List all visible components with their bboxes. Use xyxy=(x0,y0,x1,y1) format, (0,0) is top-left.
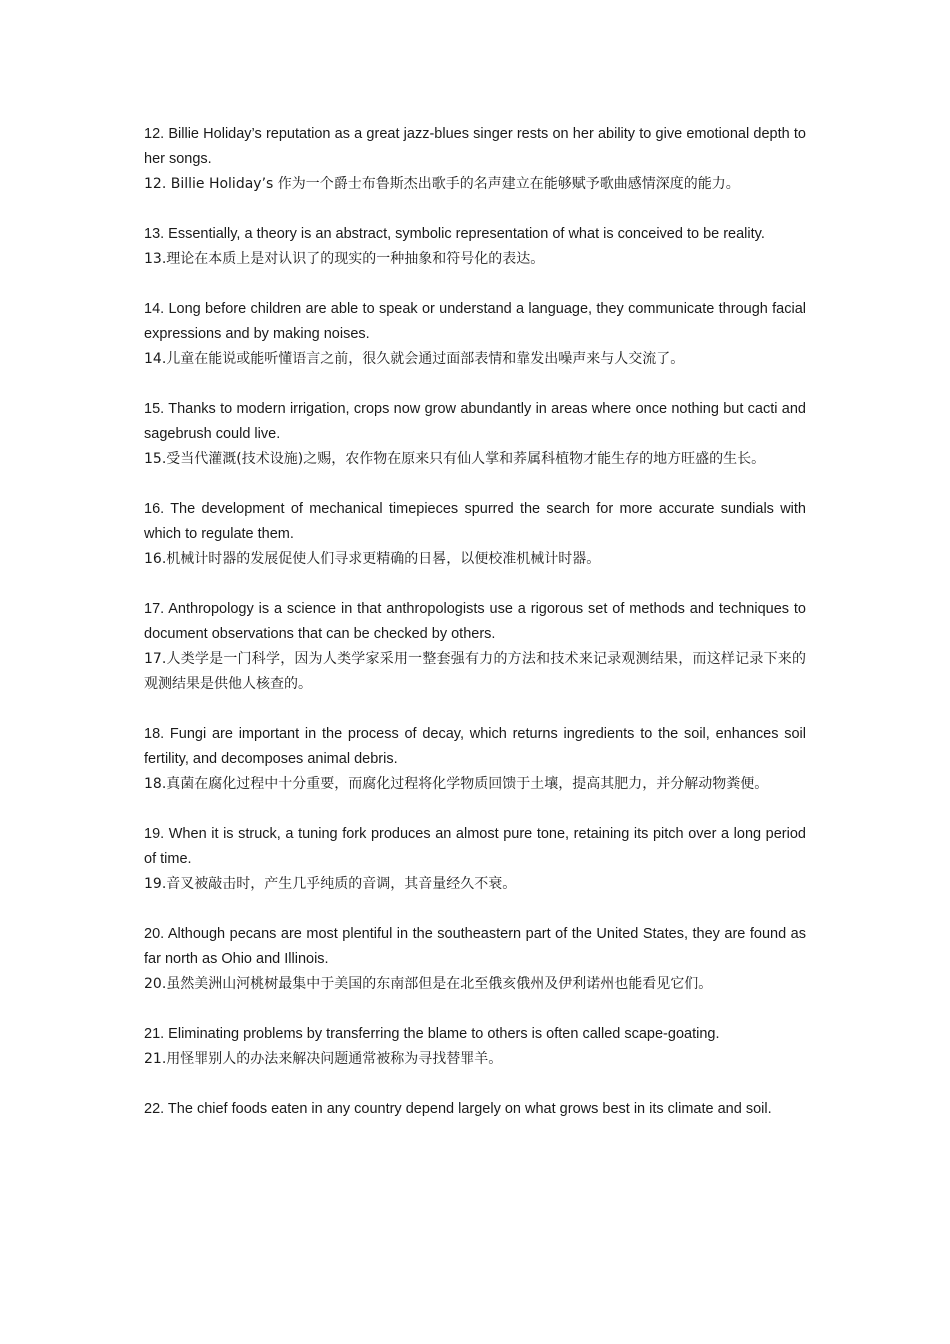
chinese-translation: 19.音叉被敲击时，产生几乎纯质的音调，其音量经久不衰。 xyxy=(144,876,517,892)
entry-18 xyxy=(144,722,806,797)
english-sentence: 18. Fungi are important in the process of decay, which returns ingredients to the soil, enhances soil fertility, and decomposes animal debris. xyxy=(144,726,806,767)
entry-13 xyxy=(144,222,806,272)
english-sentence: 14. Long before children are able to speak or understand a language, they communicate through facial expressions and by making noises. xyxy=(144,301,806,342)
english-sentence: 16. The development of mechanical timepieces spurred the search for more accurate sundials with which to regulate them. xyxy=(144,501,806,542)
entry-16 xyxy=(144,497,806,572)
entry-20 xyxy=(144,922,806,997)
entry-12 xyxy=(144,122,806,197)
chinese-translation: 17.人类学是一门科学，因为人类学家采用一整套强有力的方法和技术来记录观测结果，而这样记录下来的观测结果是供他人核查的。 xyxy=(144,651,806,692)
english-sentence: 13. Essentially, a theory is an abstract, symbolic representation of what is conceived to be reality. xyxy=(144,226,765,242)
chinese-translation: 13.理论在本质上是对认识了的现实的一种抽象和符号化的表达。 xyxy=(144,251,545,267)
chinese-translation: 15.受当代灌溉(技术设施)之赐，农作物在原来只有仙人掌和荞属科植物才能生存的地方旺盛的生长。 xyxy=(144,451,766,467)
english-sentence: 15. Thanks to modern irrigation, crops now grow abundantly in areas where once nothing but cacti and sagebrush could live. xyxy=(144,401,806,442)
entry-14 xyxy=(144,297,806,372)
entry-17 xyxy=(144,597,806,697)
english-sentence: 21. Eliminating problems by transferring the blame to others is often called scape-goating. xyxy=(144,1026,720,1042)
entry-19 xyxy=(144,822,806,897)
chinese-translation: 18.真菌在腐化过程中十分重要，而腐化过程将化学物质回馈于土壤，提高其肥力，并分解动物粪便。 xyxy=(144,776,769,792)
chinese-translation: 21.用怪罪别人的办法来解决问题通常被称为寻找替罪羊。 xyxy=(144,1051,503,1067)
english-sentence: 19. When it is struck, a tuning fork produces an almost pure tone, retaining its pitch over a long period of time. xyxy=(144,826,806,867)
english-sentence: 12. Billie Holiday’s reputation as a great jazz-blues singer rests on her ability to give emotional depth to her songs. xyxy=(144,126,806,167)
chinese-translation: 20.虽然美洲山河桃树最集中于美国的东南部但是在北至俄亥俄州及伊利诺州也能看见它们。 xyxy=(144,976,713,992)
entry-15 xyxy=(144,397,806,472)
chinese-translation: 14.儿童在能说或能听懂语言之前，很久就会通过面部表情和靠发出噪声来与人交流了。 xyxy=(144,351,685,367)
entry-22 xyxy=(144,1097,806,1122)
chinese-translation: 16.机械计时器的发展促使人们寻求更精确的日晷，以便校准机械计时器。 xyxy=(144,551,601,567)
entry-21 xyxy=(144,1022,806,1072)
english-sentence: 22. The chief foods eaten in any country depend largely on what grows best in its climate and soil. xyxy=(144,1101,772,1117)
english-sentence: 17. Anthropology is a science in that anthropologists use a rigorous set of methods and techniques to document observations that can be checked by others. xyxy=(144,601,806,642)
document-body xyxy=(144,122,806,1147)
english-sentence: 20. Although pecans are most plentiful in the southeastern part of the United States, they are found as far north as Ohio and Illinois. xyxy=(144,926,806,967)
chinese-translation: 12. Billie Holiday’s 作为一个爵士布鲁斯杰出歌手的名声建立在能够赋予歌曲感情深度的能力。 xyxy=(144,176,740,192)
